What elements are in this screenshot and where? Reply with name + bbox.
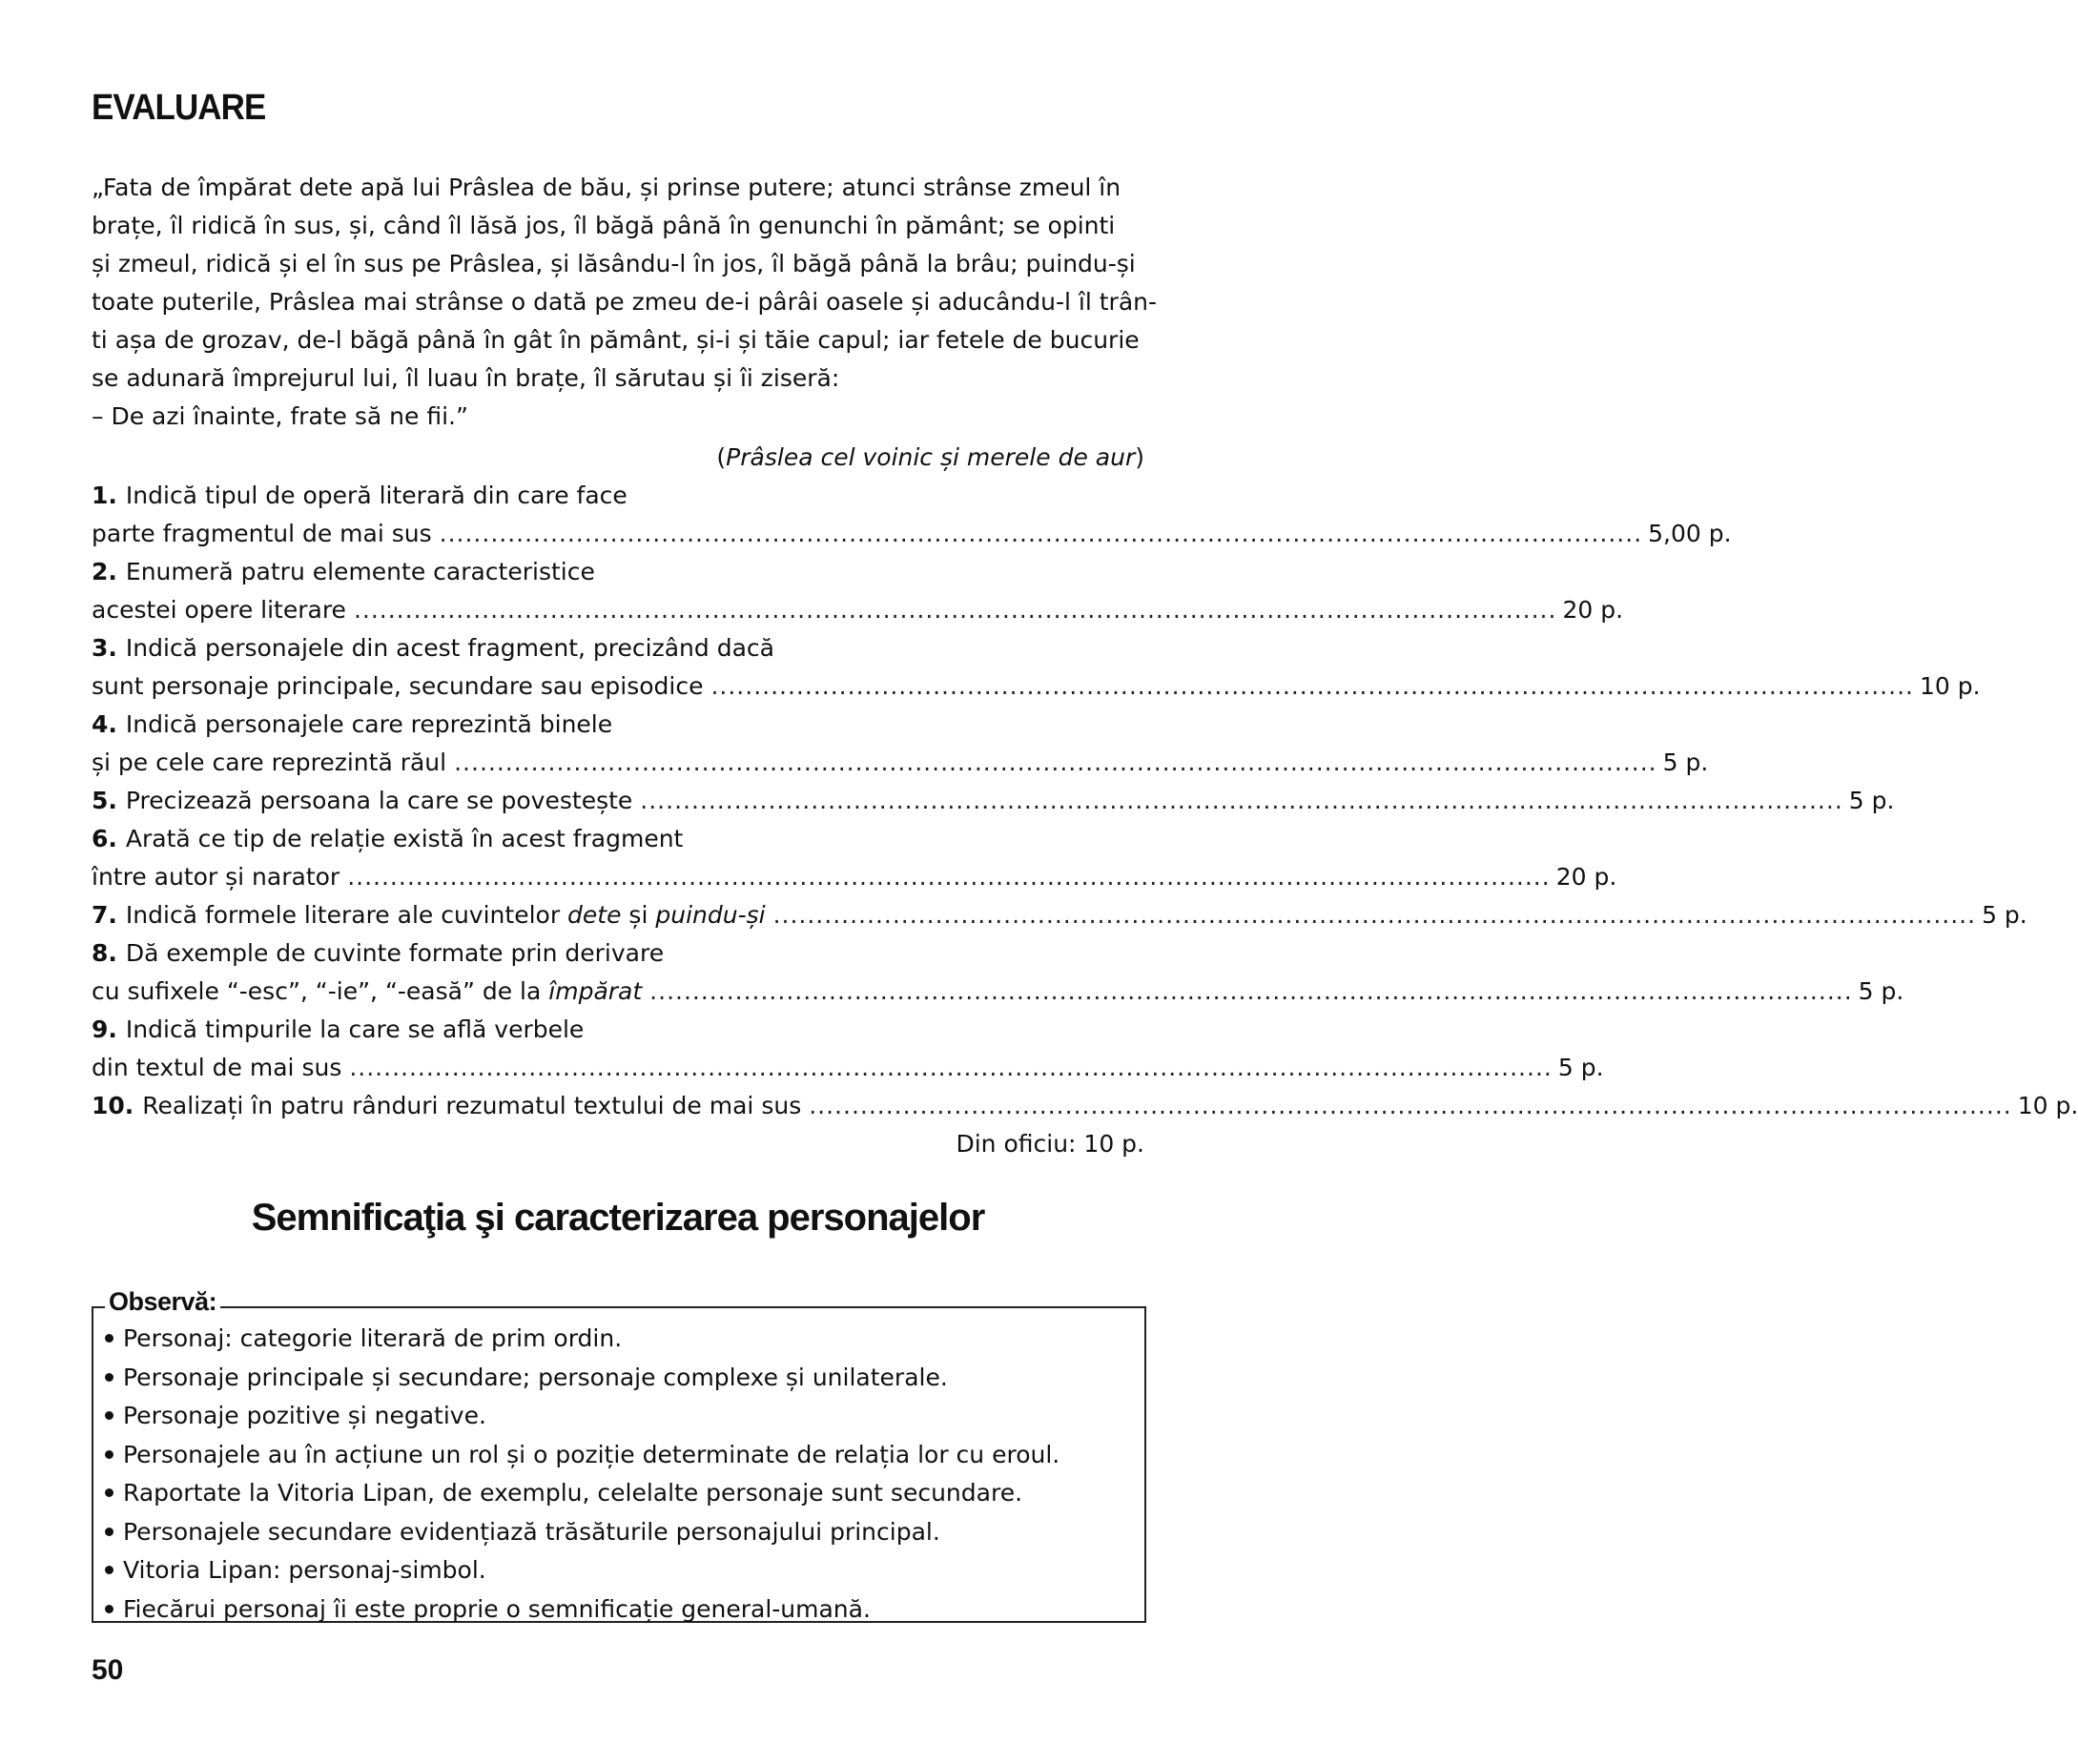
excerpt-paragraph bbox=[92, 169, 1158, 436]
question-10-line bbox=[92, 1087, 2078, 1125]
leader-dots: ............................................................................................................................................. bbox=[349, 1054, 1553, 1081]
question-text: și pe cele care reprezintă răul bbox=[92, 749, 447, 776]
excerpt-line: ti așa de grozav, de-l băgă până în gât în pământ, și-i și tăie capul; iar fetele de bucurie bbox=[92, 326, 1140, 354]
page-number: 50 bbox=[92, 1654, 124, 1686]
question-text: între autor și narator bbox=[92, 863, 340, 891]
leader-dots: ............................................................................................................................................. bbox=[809, 1092, 2012, 1119]
list-item-text: Personajele secundare evidențiază trăsăturile personajului principal. bbox=[123, 1517, 940, 1546]
question-text: Indică tipul de operă literară din care face bbox=[125, 482, 628, 509]
question-points: 10 p. bbox=[2017, 1092, 2078, 1119]
question-text: cu sufixele “-esc”, “-ie”, “-easă” de la bbox=[92, 977, 549, 1005]
excerpt-line: și zmeul, ridică și el în sus pe Prâslea, și lăsându-l în jos, îl băgă până la brâu; puindu-și bbox=[92, 250, 1136, 277]
question-text: din textul de mai sus bbox=[92, 1054, 342, 1081]
leader-dots: ............................................................................................................................................. bbox=[347, 863, 1551, 891]
question-word: dete bbox=[567, 901, 622, 929]
leader-dots: ............................................................................................................................................. bbox=[649, 977, 1853, 1005]
observa-list bbox=[99, 1320, 1060, 1629]
question-8-last-line bbox=[92, 973, 1904, 1011]
leader-dots: ............................................................................................................................................. bbox=[353, 596, 1557, 624]
question-text: Realizați în patru rânduri rezumatul textului de mai sus bbox=[142, 1092, 802, 1119]
list-item bbox=[99, 1436, 1060, 1475]
observa-label: Observă: bbox=[105, 1287, 220, 1317]
questions-list bbox=[92, 477, 2078, 1163]
question-points: 20 p. bbox=[1562, 596, 1624, 624]
list-item-text: Vitoria Lipan: personaj-simbol. bbox=[123, 1556, 486, 1584]
question-1-last-line bbox=[92, 515, 1732, 553]
question-points: 5 p. bbox=[1557, 1054, 1604, 1081]
question-text: Indică formele literare ale cuvintelor bbox=[125, 901, 568, 929]
section-title: Semnificaţia şi caracterizarea personajelor bbox=[251, 1197, 985, 1239]
list-item-text: Personaje pozitive și negative. bbox=[123, 1402, 486, 1429]
question-text: Arată ce tip de relație există în acest fragment bbox=[125, 825, 684, 852]
question-3-last-line bbox=[92, 667, 1981, 706]
question-number: 2. bbox=[92, 558, 117, 585]
list-item-text: Personaje principale și secundare; personaje complexe și unilaterale. bbox=[123, 1363, 948, 1391]
source-open-paren: ( bbox=[716, 443, 727, 471]
question-word: puindu-și bbox=[655, 901, 766, 929]
question-text: Enumeră patru elemente caracteristice bbox=[125, 558, 595, 585]
bullet-icon bbox=[105, 1528, 113, 1536]
list-item-text: Personajele au în acțiune un rol și o poziție determinate de relația lor cu eroul. bbox=[123, 1440, 1060, 1468]
question-9-last-line bbox=[92, 1049, 1604, 1087]
question-7-line bbox=[92, 896, 2027, 934]
list-item-text: Personaj: categorie literară de prim ordin. bbox=[123, 1324, 623, 1352]
question-points: 10 p. bbox=[1919, 672, 1981, 700]
question-1-first-line bbox=[92, 477, 1144, 515]
bullet-icon bbox=[105, 1373, 113, 1382]
question-text: parte fragmentul de mai sus bbox=[92, 520, 432, 547]
question-2-last-line bbox=[92, 591, 1624, 629]
list-item bbox=[99, 1397, 1060, 1436]
list-item bbox=[99, 1513, 1060, 1552]
question-2-first-line bbox=[92, 553, 1144, 591]
bullet-icon bbox=[105, 1334, 113, 1343]
question-word: împărat bbox=[548, 977, 643, 1005]
excerpt-source bbox=[716, 439, 1144, 477]
question-text: Indică timpurile la care se află verbele bbox=[125, 1015, 585, 1043]
list-item bbox=[99, 1359, 1060, 1398]
bullet-icon bbox=[105, 1566, 113, 1574]
question-5-line bbox=[92, 782, 1895, 820]
question-4-last-line bbox=[92, 744, 1709, 782]
question-points: 20 p. bbox=[1555, 863, 1617, 891]
list-item bbox=[99, 1320, 1060, 1359]
question-8-first-line bbox=[92, 934, 1144, 973]
question-number: 1. bbox=[92, 482, 117, 509]
question-6-last-line bbox=[92, 858, 1617, 896]
question-number: 10. bbox=[92, 1092, 134, 1119]
question-number: 7. bbox=[92, 901, 117, 929]
question-9-first-line bbox=[92, 1011, 1144, 1049]
list-item-text: Raportate la Vitoria Lipan, de exemplu, celelalte personaje sunt secundare. bbox=[123, 1479, 1023, 1507]
question-points: 5 p. bbox=[1858, 977, 1904, 1005]
question-number: 8. bbox=[92, 939, 117, 967]
excerpt-line: se adunară împrejurul lui, îl luau în brațe, îl sărutau și îi ziseră: bbox=[92, 364, 840, 392]
list-item bbox=[99, 1551, 1060, 1590]
source-title: Prâslea cel voinic și merele de aur bbox=[726, 443, 1136, 471]
excerpt-line: brațe, îl ridică în sus, și, când îl lăsă jos, îl băgă până în genunchi în pământ; se opinti bbox=[92, 212, 1116, 239]
excerpt-line: „Fata de împărat dete apă lui Prâslea de bău, și prinse putere; atunci strânse zmeul în bbox=[92, 174, 1121, 201]
question-text: Indică personajele care reprezintă binele bbox=[125, 710, 613, 738]
question-number: 5. bbox=[92, 787, 117, 814]
source-close-paren: ) bbox=[1135, 443, 1144, 471]
page-heading: EVALUARE bbox=[92, 88, 266, 128]
question-text: acestei opere literare bbox=[92, 596, 346, 624]
leader-dots: ............................................................................................................................................. bbox=[772, 901, 1977, 929]
bullet-icon bbox=[105, 1605, 113, 1613]
excerpt-line: – De azi înainte, frate să ne fii.” bbox=[92, 402, 468, 430]
question-points: 5 p. bbox=[1982, 901, 2027, 929]
question-points: 5 p. bbox=[1662, 749, 1709, 776]
bullet-icon bbox=[105, 1411, 113, 1420]
observa-box bbox=[92, 1287, 1146, 1623]
question-points: 5,00 p. bbox=[1648, 520, 1732, 547]
question-text: Indică personajele din acest fragment, precizând dacă bbox=[125, 634, 774, 662]
leader-dots: ............................................................................................................................................. bbox=[439, 520, 1643, 547]
excerpt-line: toate puterile, Prâslea mai strânse o dată pe zmeu de-i pârâi oasele și aducându-l îl trân- bbox=[92, 288, 1158, 316]
bullet-icon bbox=[105, 1488, 113, 1497]
question-text: Precizează persoana la care se povestește bbox=[125, 787, 633, 814]
question-text: Dă exemple de cuvinte formate prin derivare bbox=[125, 939, 665, 967]
question-points: 5 p. bbox=[1848, 787, 1895, 814]
list-item bbox=[99, 1474, 1060, 1513]
question-6-first-line bbox=[92, 820, 1144, 858]
question-number: 6. bbox=[92, 825, 117, 852]
question-number: 9. bbox=[92, 1015, 117, 1043]
leader-dots: ............................................................................................................................................. bbox=[710, 672, 1914, 700]
list-item-text: Fiecărui personaj îi este proprie o semnificație general-umană. bbox=[123, 1594, 871, 1623]
oficiu-points: Din oficiu: 10 p. bbox=[956, 1130, 1144, 1158]
question-text: sunt personaje principale, secundare sau episodice bbox=[92, 672, 704, 700]
list-item bbox=[99, 1590, 1060, 1630]
leader-dots: ............................................................................................................................................. bbox=[640, 787, 1843, 814]
bullet-icon bbox=[105, 1450, 113, 1459]
question-text: și bbox=[621, 901, 656, 929]
question-3-first-line bbox=[92, 629, 1144, 667]
leader-dots: ............................................................................................................................................. bbox=[454, 749, 1657, 776]
question-4-first-line bbox=[92, 706, 1144, 744]
question-number: 4. bbox=[92, 710, 117, 738]
question-number: 3. bbox=[92, 634, 117, 662]
